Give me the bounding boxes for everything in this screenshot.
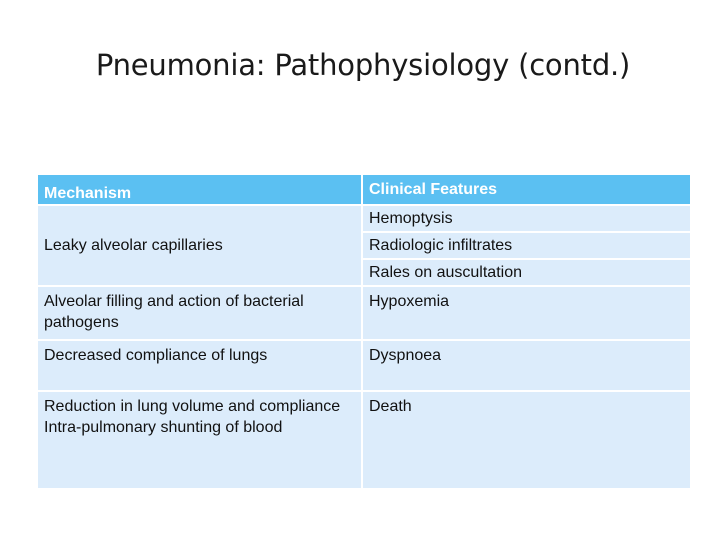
header-mechanism: Mechanism <box>37 174 362 205</box>
slide-title: Pneumonia: Pathophysiology (contd.) <box>95 48 631 82</box>
table-row <box>37 205 691 232</box>
feature-text: Death <box>369 398 412 415</box>
feature-text: Hypoxemia <box>369 293 450 310</box>
mechanism-text: Intra-pulmonary shunting of blood <box>44 419 283 436</box>
feature-text: Dyspnoea <box>369 347 442 364</box>
table-row <box>37 340 691 391</box>
mechanism-text: Leaky alveolar capillaries <box>44 237 223 254</box>
mechanism-cell <box>37 205 362 286</box>
feature-cell <box>362 391 691 489</box>
feature-cell <box>362 205 691 232</box>
table-row <box>37 391 691 489</box>
table-header-row <box>37 174 691 205</box>
mechanism-cell <box>37 286 362 340</box>
mechanism-cell <box>37 391 362 489</box>
mechanism-text: Alveolar filling and action of bacterial pathogens <box>44 293 304 331</box>
mechanism-text: Decreased compliance of lungs <box>44 347 268 364</box>
feature-cell <box>362 259 691 286</box>
feature-cell <box>362 232 691 259</box>
mechanism-cell <box>37 340 362 391</box>
feature-cell <box>362 340 691 391</box>
mechanism-text: Reduction in lung volume and compliance <box>44 398 341 415</box>
feature-text: Rales on auscultation <box>369 264 522 281</box>
header-clinical-features: Clinical Features <box>362 174 691 205</box>
feature-cell <box>362 286 691 340</box>
feature-text: Hemoptysis <box>369 210 453 227</box>
pathophysiology-table <box>36 173 692 490</box>
table-row <box>37 286 691 340</box>
feature-text: Radiologic infiltrates <box>369 237 513 254</box>
